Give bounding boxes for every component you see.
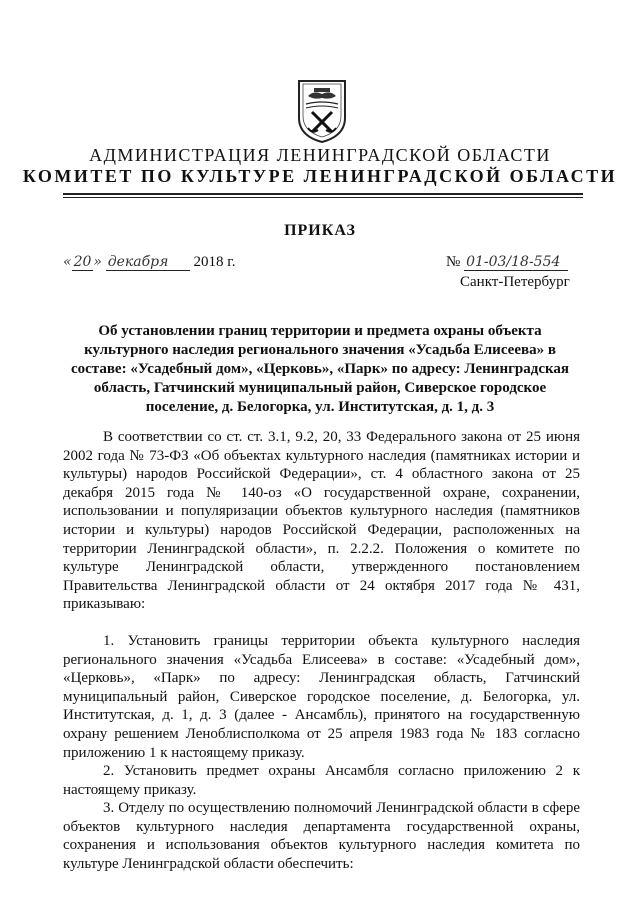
number-label: № (446, 254, 461, 270)
org-name-line2: КОМИТЕТ ПО КУЛЬТУРЕ ЛЕНИНГРАДСКОЙ ОБЛАСТИ (22, 166, 618, 186)
date-open-quote: « (63, 254, 72, 270)
preamble-paragraph: В соответствии со ст. ст. 3.1, 9.2, 20, 33 Федерального закона от 25 июня 2002 года № 73-ФЗ «Об объектах культурного наследия (памятниках истории и культуры) народов Российской Федерации», ст. 4 областного закона от 25 декабря 2015 года № 140-оз «О государственной охране, сохранении, использовании и популяризации объектов культурного наследия (памятников истории и культуры) народов Российской Федерации, расположенных на территории Ленинградской области», п. 2.2.2. Положения о комитете по культуре Ленинградской области, утвержденного постановлением Правительства Ленинградской области от 24 октября 2017 года № 431, приказываю: (63, 429, 580, 613)
document-number (446, 254, 568, 271)
org-name-line1: АДМИНИСТРАЦИЯ ЛЕНИНГРАДСКОЙ ОБЛАСТИ (89, 145, 551, 165)
order-item-2: 2. Установить предмет охраны Ансамбля согласно приложению 2 к настоящему приказу. (63, 763, 580, 798)
document-title: ПРИКАЗ (284, 222, 356, 239)
header-rule-thin (63, 197, 583, 198)
order-item-1: 1. Установить границы территории объекта культурного наследия регионального значения «Усадьба Елисеева» в составе: «Усадебный дом», «Церковь», «Парк» по адресу: Ленинградская область, Гатчинский муниципальный район, Сиверское городское поселение, д. Белогорка, ул. Институтская, д. 1, д. 3 (далее - Ансамбль), принятого на государственную охрану решением Леноблисполкома от 25 апреля 1983 года № 183 согласно приложению 1 к настоящему приказу. (63, 632, 580, 761)
document-city: Санкт-Петербург (460, 274, 570, 290)
number-value: 01-03/18-554 (464, 254, 568, 271)
document-date (63, 254, 235, 271)
document-subject: Об установлении границ территории и предмета охраны объекта культурного наследия регионального значения «Усадьба Елисеева» в составе: «Усадебный дом», «Церковь», «Парк» по адресу: Ленинградская область, Гатчинский муниципальный район, Сиверское городское поселение, д. Белогорка, ул. Институтская, д. 1, д. 3 (70, 323, 570, 415)
date-close-quote: » (93, 254, 102, 270)
date-day: 20 (73, 254, 92, 270)
header-rule-thick (63, 193, 583, 195)
date-month: декабря (106, 254, 190, 271)
date-year: 2018 г. (193, 254, 236, 270)
document-body (63, 428, 580, 874)
coat-of-arms-icon (296, 78, 348, 144)
order-item-3: 3. Отделу по осуществлению полномочий Ленинградской области в сфере объектов культурного наследия департамента государственной охраны, сохранения и использования объектов культурного наследия комитета по культуре Ленинградской области обеспечить: (63, 800, 580, 873)
